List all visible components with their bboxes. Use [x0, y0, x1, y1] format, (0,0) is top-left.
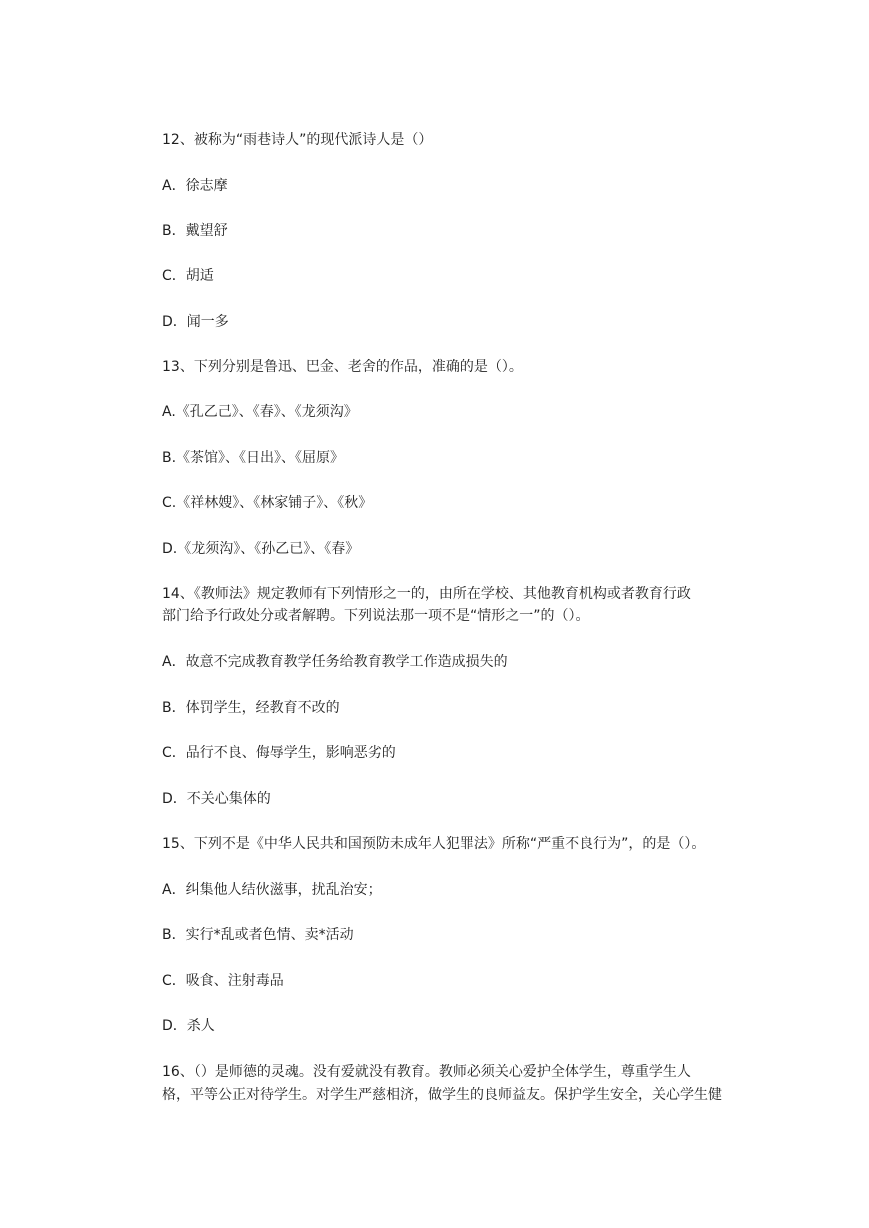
question-13-option-c: C.《祥林嫂》、《林家铺子》、《秋》 [162, 495, 373, 511]
question-13-option-d: D.《龙须沟》、《孙乙已》、《春》 [162, 541, 360, 557]
question-12-option-c: C．胡适 [162, 268, 214, 284]
question-number: 16、 [162, 1064, 194, 1080]
question-stem-line-1: （）是师德的灵魂。没有爱就没有教育。教师必须关心爱护全体学生，尊重学生人 [193, 1064, 691, 1080]
question-13 [162, 356, 732, 378]
question-stem: 被称为“雨巷诗人”的现代派诗人是（） [193, 132, 433, 148]
question-15-option-c: C．吸食、注射毒品 [162, 973, 284, 989]
question-14-stem-line-2: 部门给予行政处分或者解聘。下列说法那一项不是“情形之一”的（）。 [162, 608, 590, 624]
question-number: 14、 [162, 586, 194, 602]
question-stem: 下列不是《中华人民共和国预防未成年人犯罪法》所称“严重不良行为”，的是（）。 [193, 836, 706, 852]
question-15 [162, 833, 732, 855]
question-14-option-b: B．体罚学生，经教育不改的 [162, 700, 340, 716]
question-13-option-b: B.《茶馆》、《日出》、《屈原》 [162, 450, 345, 466]
question-number: 15、 [162, 836, 194, 852]
question-12-option-a: A．徐志摩 [162, 178, 228, 194]
question-stem: 下列分别是鲁迅、巴金、老舍的作品，准确的是（）。 [193, 359, 523, 375]
question-15-option-a: A．纠集他人结伙滋事，扰乱治安； [162, 882, 382, 898]
question-16-stem-line-2: 格，平等公正对待学生。对学生严慈相济，做学生的良师益友。保护学生安全，关心学生健 [162, 1087, 722, 1103]
question-stem-line-1: 《教师法》规定教师有下列情形之一的，由所在学校、其他教育机构或者教育行政 [193, 586, 691, 602]
question-number: 13、 [162, 359, 194, 375]
question-16 [162, 1061, 732, 1083]
question-12-option-b: B．戴望舒 [162, 223, 228, 239]
question-number: 12、 [162, 132, 194, 148]
question-15-option-b: B．实行*乱或者色情、卖*活动 [162, 927, 354, 943]
question-14-option-c: C．品行不良、侮辱学生，影响恶劣的 [162, 745, 396, 761]
question-14 [162, 583, 732, 605]
question-12 [162, 129, 732, 151]
question-12-option-d: D．闻一多 [162, 314, 229, 330]
question-14-option-a: A．故意不完成教育教学任务给教育教学工作造成损失的 [162, 654, 508, 670]
question-15-option-d: D．杀人 [162, 1018, 215, 1034]
question-13-option-a: A.《孔乙己》、《春》、《龙须沟》 [162, 404, 358, 420]
question-14-option-d: D．不关心集体的 [162, 791, 271, 807]
